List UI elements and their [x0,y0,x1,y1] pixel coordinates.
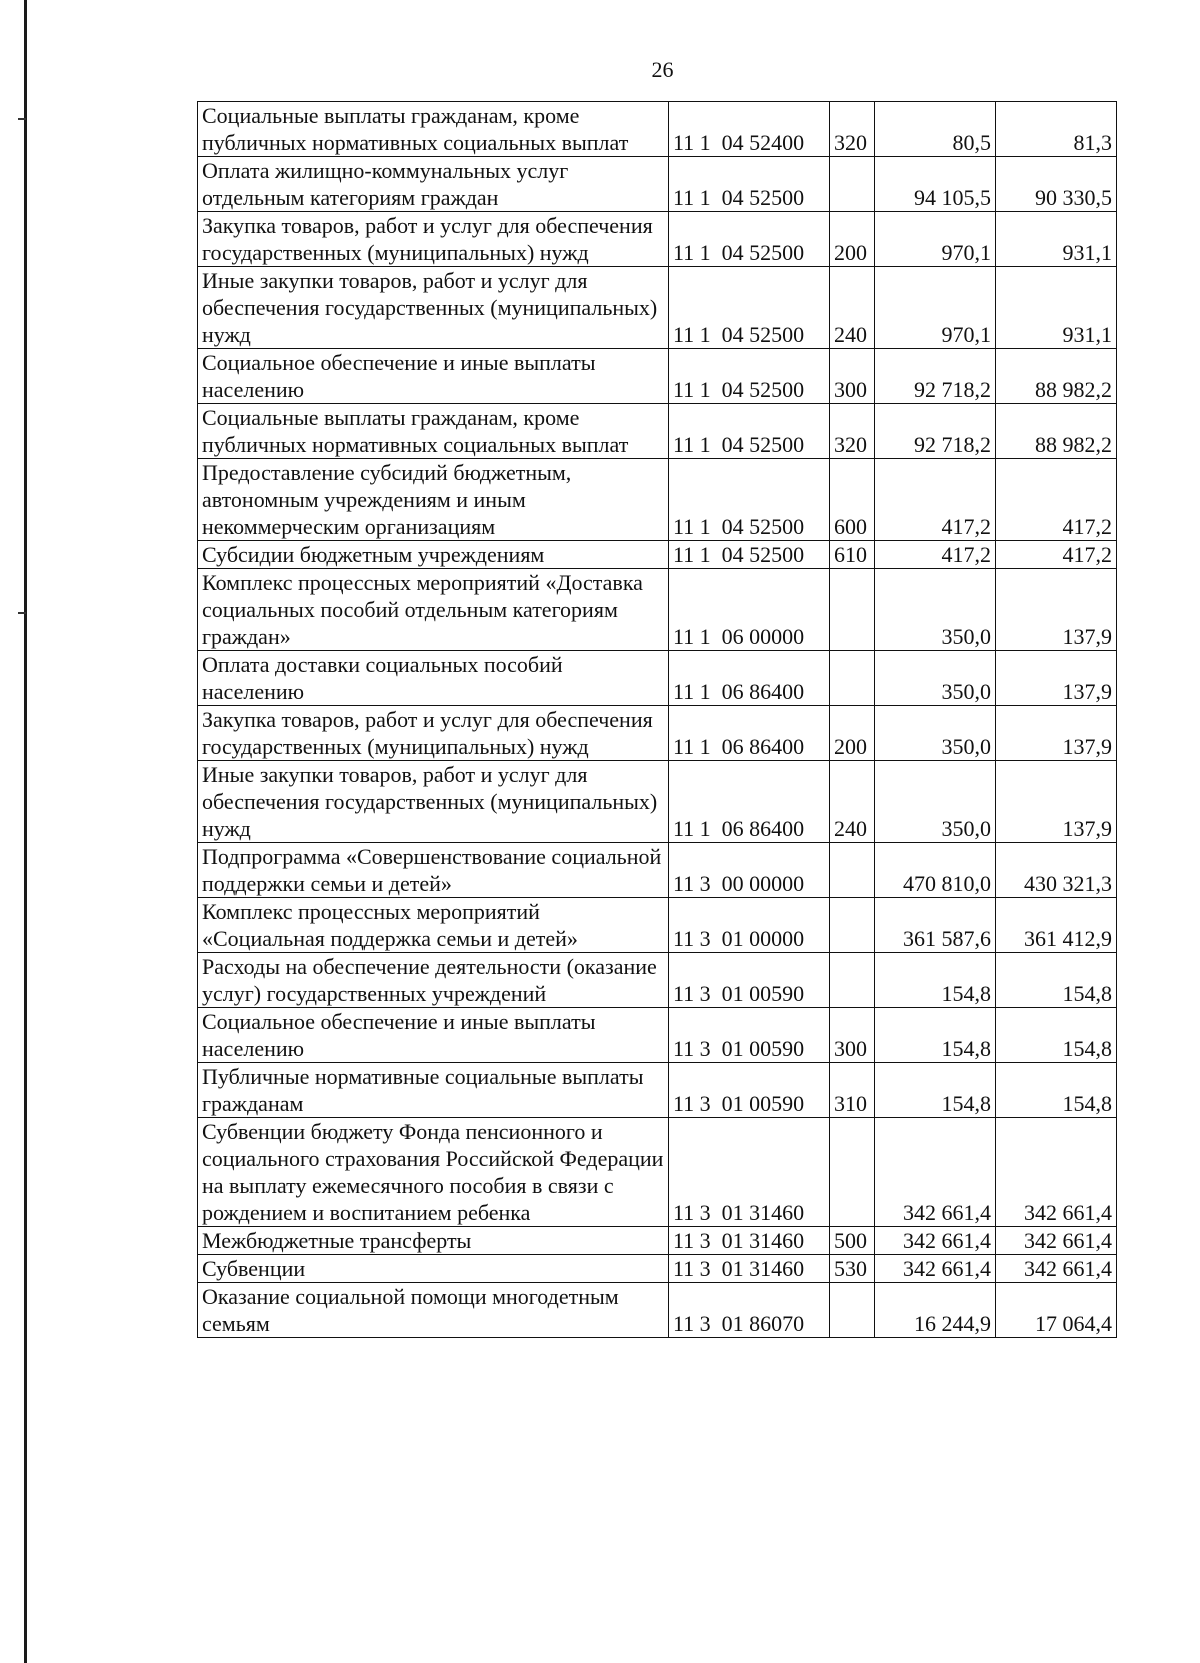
expense-type-cell: 500 [830,1227,875,1255]
target-code-cell: 11 3 01 31460 [669,1255,830,1283]
expense-type-cell [830,953,875,1008]
expense-type-cell [830,898,875,953]
target-code-cell: 11 1 06 86400 [669,761,830,843]
amount-year2-cell: 88 982,2 [996,404,1117,459]
target-code-cell: 11 1 04 52500 [669,541,830,569]
amount-year2-cell: 154,8 [996,953,1117,1008]
expense-type-cell [830,651,875,706]
table-row [198,157,1117,212]
table-row [198,1255,1117,1283]
scan-edge-line [24,0,27,1663]
target-code-cell: 11 3 01 00000 [669,898,830,953]
amount-year1-cell: 92 718,2 [875,404,996,459]
table-row [198,843,1117,898]
table-row [198,761,1117,843]
expense-type-cell [830,843,875,898]
row-name-cell: Предоставление субсидий бюджетным, автономным учреждениям и иным некоммерческим организациям [198,459,669,541]
target-code-cell: 11 1 04 52500 [669,459,830,541]
table-row [198,459,1117,541]
amount-year2-cell: 342 661,4 [996,1227,1117,1255]
amount-year2-cell: 931,1 [996,212,1117,267]
amount-year1-cell: 350,0 [875,761,996,843]
amount-year1-cell: 417,2 [875,541,996,569]
row-name-cell: Субсидии бюджетным учреждениям [198,541,669,569]
table-row [198,569,1117,651]
target-code-cell: 11 1 04 52500 [669,349,830,404]
amount-year2-cell: 137,9 [996,706,1117,761]
row-name-cell: Иные закупки товаров, работ и услуг для обеспечения государственных (муниципальных) нужд [198,761,669,843]
row-name-cell: Социальные выплаты гражданам, кроме публичных нормативных социальных выплат [198,102,669,157]
amount-year1-cell: 94 105,5 [875,157,996,212]
expense-type-cell: 600 [830,459,875,541]
expense-type-cell [830,569,875,651]
amount-year2-cell: 931,1 [996,267,1117,349]
target-code-cell: 11 1 04 52500 [669,404,830,459]
row-name-cell: Расходы на обеспечение деятельности (оказание услуг) государственных учреждений [198,953,669,1008]
amount-year1-cell: 361 587,6 [875,898,996,953]
amount-year1-cell: 80,5 [875,102,996,157]
amount-year1-cell: 970,1 [875,212,996,267]
row-name-cell: Закупка товаров, работ и услуг для обеспечения государственных (муниципальных) нужд [198,212,669,267]
amount-year2-cell: 90 330,5 [996,157,1117,212]
target-code-cell: 11 1 04 52500 [669,267,830,349]
table-row [198,1118,1117,1227]
expense-type-cell [830,1283,875,1338]
target-code-cell: 11 3 01 00590 [669,953,830,1008]
amount-year1-cell: 154,8 [875,953,996,1008]
scan-mark [18,612,26,614]
table-row [198,212,1117,267]
row-name-cell: Подпрограмма «Совершенствование социальной поддержки семьи и детей» [198,843,669,898]
amount-year2-cell: 361 412,9 [996,898,1117,953]
table-row [198,404,1117,459]
expense-type-cell: 240 [830,761,875,843]
row-name-cell: Социальное обеспечение и иные выплаты населению [198,1008,669,1063]
target-code-cell: 11 1 04 52500 [669,212,830,267]
amount-year1-cell: 970,1 [875,267,996,349]
expense-type-cell: 320 [830,404,875,459]
amount-year2-cell: 342 661,4 [996,1255,1117,1283]
target-code-cell: 11 1 04 52500 [669,157,830,212]
amount-year1-cell: 342 661,4 [875,1227,996,1255]
page-number: 26 [651,57,674,82]
target-code-cell: 11 3 01 31460 [669,1227,830,1255]
target-code-cell: 11 1 06 00000 [669,569,830,651]
table-row [198,651,1117,706]
row-name-cell: Межбюджетные трансферты [198,1227,669,1255]
expense-type-cell: 320 [830,102,875,157]
target-code-cell: 11 3 01 00590 [669,1063,830,1118]
table-row [198,706,1117,761]
amount-year1-cell: 470 810,0 [875,843,996,898]
amount-year2-cell: 154,8 [996,1008,1117,1063]
table-row [198,1283,1117,1338]
expense-type-cell: 300 [830,349,875,404]
target-code-cell: 11 3 01 31460 [669,1118,830,1227]
amount-year1-cell: 154,8 [875,1008,996,1063]
amount-year2-cell: 430 321,3 [996,843,1117,898]
target-code-cell: 11 1 06 86400 [669,706,830,761]
table-row [198,541,1117,569]
table-row [198,349,1117,404]
amount-year1-cell: 342 661,4 [875,1118,996,1227]
expense-type-cell: 300 [830,1008,875,1063]
amount-year1-cell: 92 718,2 [875,349,996,404]
amount-year1-cell: 417,2 [875,459,996,541]
table-row [198,898,1117,953]
row-name-cell: Социальное обеспечение и иные выплаты населению [198,349,669,404]
target-code-cell: 11 3 00 00000 [669,843,830,898]
target-code-cell: 11 3 01 86070 [669,1283,830,1338]
expense-type-cell: 200 [830,212,875,267]
amount-year2-cell: 137,9 [996,761,1117,843]
target-code-cell: 11 1 04 52400 [669,102,830,157]
row-name-cell: Субвенции [198,1255,669,1283]
budget-table [197,101,1117,1338]
table-row [198,102,1117,157]
amount-year2-cell: 137,9 [996,651,1117,706]
amount-year1-cell: 350,0 [875,706,996,761]
amount-year2-cell: 137,9 [996,569,1117,651]
row-name-cell: Иные закупки товаров, работ и услуг для обеспечения государственных (муниципальных) нужд [198,267,669,349]
table-row [198,1008,1117,1063]
amount-year2-cell: 417,2 [996,541,1117,569]
row-name-cell: Субвенции бюджету Фонда пенсионного и социального страхования Российской Федерации на выплату ежемесячного пособия в связи с рождением и воспитанием ребенка [198,1118,669,1227]
amount-year1-cell: 350,0 [875,569,996,651]
expense-type-cell [830,157,875,212]
amount-year2-cell: 81,3 [996,102,1117,157]
amount-year2-cell: 342 661,4 [996,1118,1117,1227]
expense-type-cell: 310 [830,1063,875,1118]
expense-type-cell: 200 [830,706,875,761]
target-code-cell: 11 3 01 00590 [669,1008,830,1063]
amount-year1-cell: 16 244,9 [875,1283,996,1338]
row-name-cell: Комплекс процессных мероприятий «Доставка социальных пособий отдельным категориям граждан» [198,569,669,651]
row-name-cell: Социальные выплаты гражданам, кроме публичных нормативных социальных выплат [198,404,669,459]
scan-mark [18,118,26,120]
amount-year1-cell: 342 661,4 [875,1255,996,1283]
amount-year2-cell: 417,2 [996,459,1117,541]
row-name-cell: Закупка товаров, работ и услуг для обеспечения государственных (муниципальных) нужд [198,706,669,761]
amount-year1-cell: 154,8 [875,1063,996,1118]
row-name-cell: Оказание социальной помощи многодетным семьям [198,1283,669,1338]
table-row [198,953,1117,1008]
row-name-cell: Оплата жилищно-коммунальных услуг отдельным категориям граждан [198,157,669,212]
expense-type-cell: 530 [830,1255,875,1283]
expense-type-cell: 610 [830,541,875,569]
expense-type-cell [830,1118,875,1227]
amount-year2-cell: 154,8 [996,1063,1117,1118]
amount-year2-cell: 88 982,2 [996,349,1117,404]
table-row [198,1227,1117,1255]
row-name-cell: Публичные нормативные социальные выплаты гражданам [198,1063,669,1118]
row-name-cell: Оплата доставки социальных пособий населению [198,651,669,706]
target-code-cell: 11 1 06 86400 [669,651,830,706]
table-row [198,267,1117,349]
expense-type-cell: 240 [830,267,875,349]
row-name-cell: Комплекс процессных мероприятий «Социальная поддержка семьи и детей» [198,898,669,953]
amount-year2-cell: 17 064,4 [996,1283,1117,1338]
amount-year1-cell: 350,0 [875,651,996,706]
table-row [198,1063,1117,1118]
